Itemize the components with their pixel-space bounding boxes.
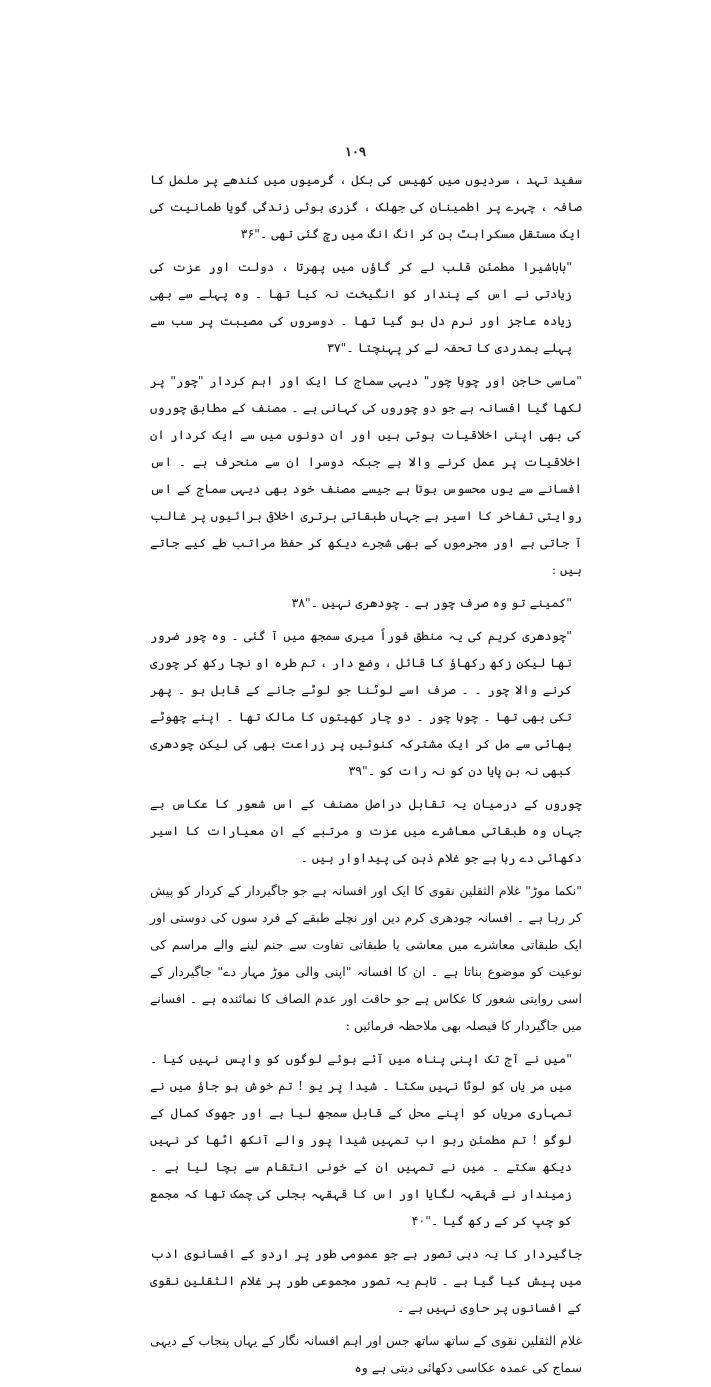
quote-2: "کمینے تو وہ صرف چور ہے ۔ چودھری نہیں ۔"۳۸ <box>291 595 572 610</box>
page-body <box>150 166 582 1387</box>
paragraph-1: سفید تہد ، سردیوں میں کھیس کی بکل ، گرمیوں میں کندھے پر ململ کا صافہ ، چہرے پر اطمینان کی جھلک ، گزری ہوئی زندگی گویا طمانیت کی ایک مستقل مسکراہٹ بن کر انگ انگ میں رچ گئی تھی ۔"۳۶ <box>150 172 582 241</box>
quote-4: "میں نے آج تک اپنی پناہ میں آئے ہوئے لوگوں کو واپس نہیں کیا ۔ میں مر یاں کو لوٹا نہیں سکتا ۔ شیدا پر یو ! تم خوش ہو جاؤ میں نے تمہاری مریاں کو اپنے محل کے قابل سمجھ لیا ہے اور جھوک کمال کے لوگو ! تم مطمئن رہو اب تمہیں شیدا پور والے آنکھ اٹھا کر نہیں دیکھ سکتے ۔ میں نے تمہیں ان کے خونی انتقام سے بچا لیا ہے ۔ زمیندار نے قہقہہ لگایا اور اس کا قہقہہ بجلی کی چمک تھا کہ مجمع کو چپ کر کے رکھ گیا ۔"۴۰ <box>150 1051 572 1228</box>
paragraph-6: غلام الثقلین نقوی کے ساتھ ساتھ جس اور اہم افسانہ نگار کے یہاں پنجاب کے دیہی سماج کی عمدہ عکاسی دکھائی دیتی ہے وہ <box>150 1333 582 1375</box>
paragraph-3: چوروں کے درمیان یہ تقابل دراصل مصنف کے اس شعور کا عکاس ہے جہاں وہ طبقاتی معاشرے میں عزت و مرتبے کے ان معیارات کا اسیر دکھائی دے رہا ہے جو غلام ذہن کی پیداوار ہیں ۔ <box>150 796 582 865</box>
paragraph-2: "ماسی حاجن اور چوہا چور" دیہی سماج کا ایک اور اہم کردار "چور" پر لکھا گیا افسانہ ہے جو دو چوروں کی کہانی ہے ۔ مصنف کے مطابق چوروں کی بھی اپنی اخلاقیات ہوتی ہیں اور ان دونوں میں سے ایک کردار ان اخلاقیات پر عمل کرنے والا ہے جبکہ دوسرا ان سے منحرف ہے ۔ اس افسانے سے یوں محسوس ہوتا ہے جیسے مصنف خود بھی دیہی سماج کے اس روایتی تفاخر کا اسیر ہے جہاں طبقاتی برتری اخلاقی برائیوں پر غالب آ جاتی ہے اور مجرموں کے بھی شجرے دیکھ کر حفظ مراتب طے کیے جاتے ہیں : <box>150 373 582 577</box>
quote-3: "چودھری کریم کی یہ منطق فوراً میری سمجھ میں آ گئی ۔ وہ چور ضرور تھا لیکن زکھ رکھاؤ کا قائل ، وضع دار ، تم طرہ او نچا رکھ کر چوری کرنے والا چور ۔ ۔ صرف اسے لوٹنا جو لوٹے جانے کے قابل ہو ۔ پھر تکی بھی تھا ۔ چوہا چور ۔ دو چار کھیتوں کا مالک تھا ۔ اپنے چھوٹے بھائی سے مل کر ایک مشترکہ کنوئیں پر زراعت بھی کی لیکن چودھری کبھی نہ بن پایا دن کو نہ رات کو ۔"۳۹ <box>150 628 572 778</box>
paragraph-4: "نکما موڑ" غلام الثقلین نقوی کا ایک اور افسانہ ہے جو جاگیردار کے کردار کو پیش کر رہا ہے ۔ افسانہ چودھری کرم دین اور نچلے طبقے کے فرد سوں کی دوستی اور ایک طبقاتی معاشرے میں معاشی یا طبقاتی تفاوت سے جنم لینے والے مراسم کی نوعیت کو موضوع بناتا ہے ۔ ان کا افسانہ "اپنی والی موڑ مہار دے" جاگیردار کے اسی روایتی شعور کا عکاس ہے جو حاقت اور عدم الصاف کا نمائندہ ہے ۔ افسانے میں جاگیردار کا فیصلہ بھی ملاحظہ فرمائیں : <box>150 883 582 1033</box>
quote-1: "باباشیرا مطمئن قلب لے کر گاؤں میں پھرتا ، دولت اور عزت کی زیادتی نے اس کے پندار کو انگیخت نہ کیا تھا ۔ وہ پہلے سے بھی زیادہ عاجز اور نرم دل ہو گیا تھا ۔ دوسروں کی مصیبت پر سب سے پہلے ہمدردی کا تحفہ لے کر پہنچتا ۔"۳۷ <box>150 259 572 355</box>
page-number: ۱۰۹ <box>345 145 366 160</box>
paragraph-5: جاگیردار کا یہ دہی تصور ہے جو عمومی طور پر اردو کے افسانوی ادب میں پیش کیا گیا ہے ۔ تاہم یہ تصور مجموعی طور پر غلام الثقلین نقوی کے افسانوں پر حاوی نہیں ہے ۔ <box>150 1246 582 1315</box>
